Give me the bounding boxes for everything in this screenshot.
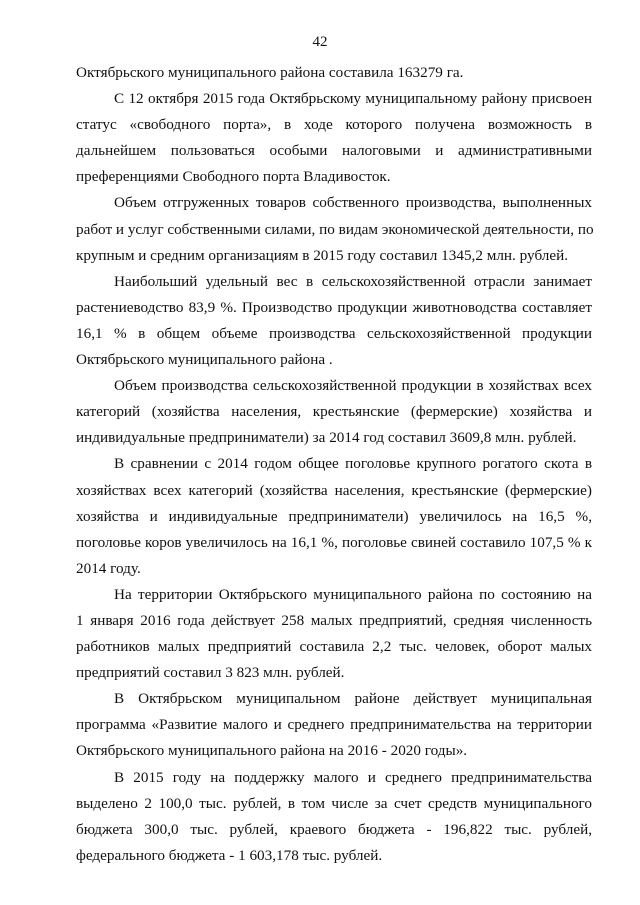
body-text	[76, 60, 592, 869]
text-line: категорий (хозяйства населения, крестьянские (фермерские) хозяйства и	[76, 403, 592, 421]
paragraph	[76, 686, 592, 764]
text-line: дальнейшем пользоваться особыми налоговыми и административными	[76, 142, 592, 160]
paragraph	[76, 269, 592, 373]
paragraph	[76, 451, 592, 581]
text-line: программа «Развитие малого и среднего предпринимательства на территории	[76, 716, 592, 734]
text-line: работ и услуг собственными силами, по видам экономической деятельности, по	[76, 220, 594, 238]
text-line: работников малых предприятий составила 2,2 тыс. человек, оборот малых	[76, 638, 592, 656]
text-line: С 12 октября 2015 года Октябрьскому муниципальному району присвоен	[114, 90, 592, 108]
text-line: 2014 году.	[76, 559, 141, 577]
paragraph	[76, 60, 592, 86]
paragraph	[76, 190, 592, 268]
text-line: статус «свободного порта», в ходе которого получена возможность в	[76, 116, 592, 134]
page-number: 42	[312, 34, 328, 50]
text-line: В 2015 году на поддержку малого и среднего предпринимательства	[114, 768, 592, 786]
text-line: хозяйства и индивидуальные предприниматели) увеличилось на 16,5 %,	[76, 507, 592, 525]
text-line: поголовье коров увеличилось на 16,1 %, поголовье свиней составило 107,5 % к	[76, 533, 592, 551]
text-line: хозяйствах всех категорий (хозяйства населения, крестьянские (фермерские)	[76, 481, 592, 499]
text-line: индивидуальные предприниматели) за 2014 год составил 3609,8 млн. рублей.	[76, 429, 577, 447]
text-line: Октябрьского муниципального района .	[76, 351, 333, 369]
text-line: бюджета 300,0 тыс. рублей, краевого бюджета - 196,822 тыс. рублей,	[76, 820, 592, 838]
text-line: Октябрьского муниципального района на 2016 - 2020 годы».	[76, 742, 468, 760]
paragraph	[76, 373, 592, 451]
text-line: крупным и средним организациям в 2015 году составил 1345,2 млн. рублей.	[76, 246, 569, 264]
text-line: Объем отгруженных товаров собственного производства, выполненных	[114, 194, 592, 212]
text-line: преференциями Свободного порта Владивосток.	[76, 168, 391, 186]
paragraph	[76, 765, 592, 869]
text-line: Объем производства сельскохозяйственной продукции в хозяйствах всех	[114, 377, 592, 395]
text-line: предприятий составил 3 823 млн. рублей.	[76, 664, 345, 682]
paragraph	[76, 86, 592, 190]
text-line: выделено 2 100,0 тыс. рублей, в том числе за счет средств муниципального	[76, 794, 592, 812]
text-line: 16,1 % в общем объеме производства сельскохозяйственной продукции	[76, 324, 592, 342]
text-line: растениеводство 83,9 %. Производство продукции животноводства составляет	[76, 298, 592, 316]
paragraph	[76, 582, 592, 686]
text-line: федерального бюджета - 1 603,178 тыс. рублей.	[76, 846, 383, 864]
text-line: В Октябрьском муниципальном районе действует муниципальная	[114, 690, 592, 708]
text-line: Октябрьского муниципального района составила 163279 га.	[76, 64, 464, 81]
text-line: На территории Октябрьского муниципального района по состоянию на	[114, 585, 592, 603]
text-line: Наибольший удельный вес в сельскохозяйственной отрасли занимает	[114, 272, 592, 290]
text-line: В сравнении с 2014 годом общее поголовье крупного рогатого скота в	[114, 455, 592, 473]
text-line: 1 января 2016 года действует 258 малых предприятий, средняя численность	[76, 611, 592, 629]
